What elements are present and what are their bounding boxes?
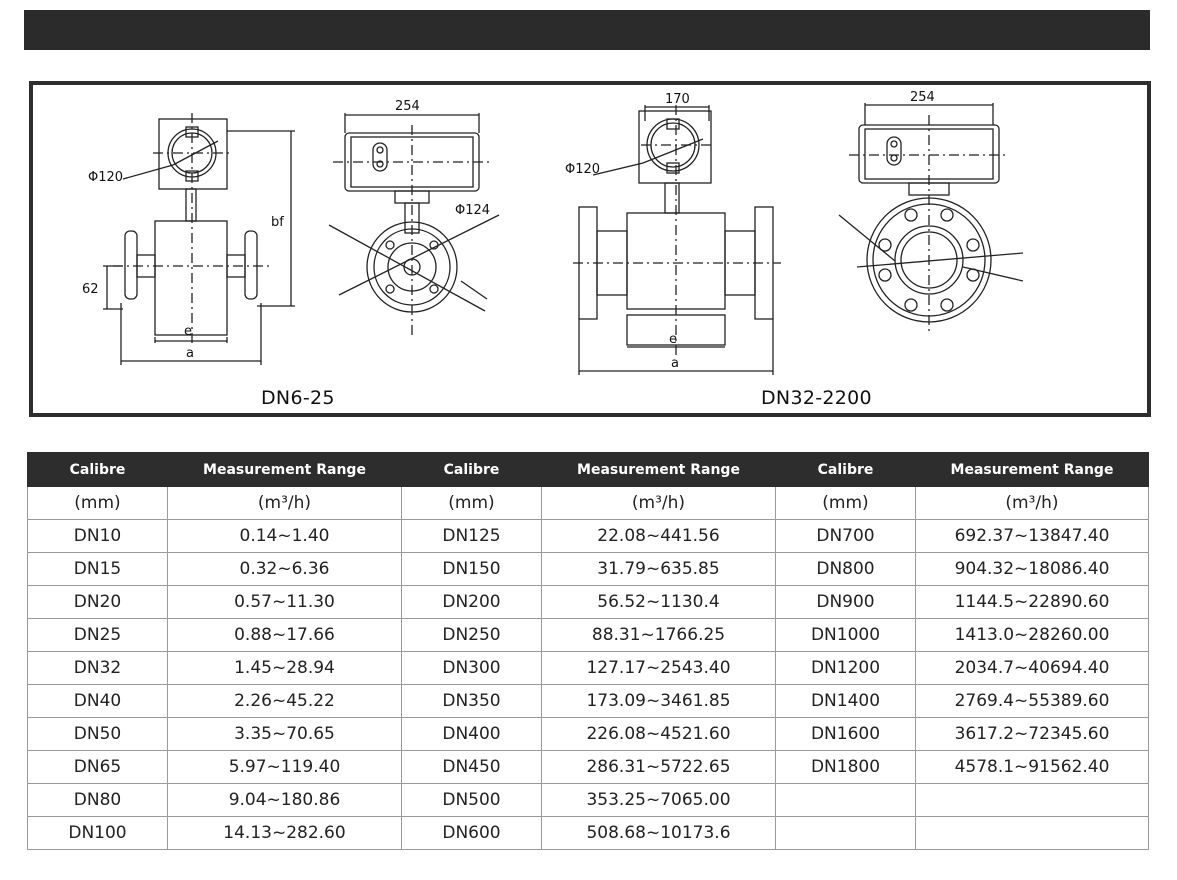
range-cell [916,784,1149,817]
calibre-cell: DN250 [402,619,542,652]
caption-dn32-2200: DN32-2200 [761,387,872,409]
calibre-cell: DN50 [28,718,168,751]
range-cell: 692.37~13847.40 [916,520,1149,553]
table-body [28,487,1149,850]
table-row [28,685,1149,718]
table-row [28,652,1149,685]
range-cell: 1413.0~28260.00 [916,619,1149,652]
calibre-cell: DN15 [28,553,168,586]
dim-phi120-right: Φ120 [565,162,601,177]
calibre-cell: DN900 [776,586,916,619]
range-cell: 2769.4~55389.60 [916,685,1149,718]
calibre-cell: DN25 [28,619,168,652]
caption-dn6-25: DN6-25 [261,387,335,409]
range-cell: 2034.7~40694.40 [916,652,1149,685]
table-row [28,718,1149,751]
range-cell: 4578.1~91562.40 [916,751,1149,784]
dim-phi124: Φ124 [455,203,491,218]
technical-drawing [33,85,1147,413]
range-cell: 0.14~1.40 [168,520,402,553]
calibre-cell: DN600 [402,817,542,850]
range-cell: 31.79~635.85 [542,553,776,586]
range-cell: 0.32~6.36 [168,553,402,586]
calibre-cell: DN125 [402,520,542,553]
calibre-cell: DN400 [402,718,542,751]
calibre-cell: (mm) [776,487,916,520]
dim-e-right: e [669,332,677,347]
calibre-cell: DN800 [776,553,916,586]
range-cell: 1.45~28.94 [168,652,402,685]
table-row [28,553,1149,586]
table-header-row [28,453,1149,487]
header-calibre: Calibre [776,453,916,487]
calibre-cell: DN32 [28,652,168,685]
table-row [28,817,1149,850]
range-cell: 9.04~180.86 [168,784,402,817]
header-measurement-range: Measurement Range [916,453,1149,487]
range-cell: 14.13~282.60 [168,817,402,850]
calibre-cell: DN1600 [776,718,916,751]
calibre-cell: DN1200 [776,652,916,685]
dim-e-left: e [184,324,192,339]
range-cell: 3.35~70.65 [168,718,402,751]
range-cell: 353.25~7065.00 [542,784,776,817]
range-cell: (m³/h) [168,487,402,520]
calibre-cell [776,784,916,817]
range-cell: 56.52~1130.4 [542,586,776,619]
header-measurement-range: Measurement Range [542,453,776,487]
range-cell: 0.57~11.30 [168,586,402,619]
dim-254-right: 254 [910,90,935,105]
dn32-2200-front-view [573,105,781,375]
calibre-cell: DN500 [402,784,542,817]
range-cell: 127.17~2543.40 [542,652,776,685]
range-cell: 2.26~45.22 [168,685,402,718]
dim-phi120-left: Φ120 [88,170,124,185]
range-cell: 904.32~18086.40 [916,553,1149,586]
calibre-cell: DN20 [28,586,168,619]
header-calibre: Calibre [28,453,168,487]
calibre-cell: DN1000 [776,619,916,652]
calibre-cell: DN100 [28,817,168,850]
dim-bf: bf [271,215,284,230]
range-cell: 3617.2~72345.60 [916,718,1149,751]
calibre-cell: (mm) [28,487,168,520]
calibre-cell: DN1800 [776,751,916,784]
measurement-range-table [27,452,1149,850]
dn6-25-front-view [103,113,295,365]
range-cell [916,817,1149,850]
range-cell: 508.68~10173.6 [542,817,776,850]
calibre-cell: DN150 [402,553,542,586]
header-bar [24,10,1150,50]
calibre-cell: DN40 [28,685,168,718]
calibre-cell: DN10 [28,520,168,553]
table-row [28,586,1149,619]
calibre-cell: DN350 [402,685,542,718]
dim-170: 170 [665,92,690,107]
range-cell: 173.09~3461.85 [542,685,776,718]
calibre-cell: DN1400 [776,685,916,718]
calibre-cell: DN700 [776,520,916,553]
calibre-cell: (mm) [402,487,542,520]
table-row [28,751,1149,784]
calibre-cell: DN200 [402,586,542,619]
table-unit-row [28,487,1149,520]
table-row [28,619,1149,652]
dim-254-left: 254 [395,99,420,114]
calibre-cell: DN450 [402,751,542,784]
range-cell: 5.97~119.40 [168,751,402,784]
dim-a-left: a [186,346,194,361]
range-cell: 22.08~441.56 [542,520,776,553]
dimension-drawing-panel [29,81,1151,417]
range-cell: 286.31~5722.65 [542,751,776,784]
range-cell: 1144.5~22890.60 [916,586,1149,619]
header-calibre: Calibre [402,453,542,487]
calibre-cell: DN65 [28,751,168,784]
table-row [28,784,1149,817]
dim-62: 62 [82,282,99,297]
calibre-cell: DN80 [28,784,168,817]
range-cell: 226.08~4521.60 [542,718,776,751]
calibre-cell [776,817,916,850]
dim-a-right: a [671,356,679,371]
header-measurement-range: Measurement Range [168,453,402,487]
range-cell: 88.31~1766.25 [542,619,776,652]
calibre-cell: DN300 [402,652,542,685]
table-row [28,520,1149,553]
range-cell: (m³/h) [916,487,1149,520]
dn32-2200-side-view [839,103,1023,335]
range-cell: 0.88~17.66 [168,619,402,652]
range-cell: (m³/h) [542,487,776,520]
dn6-25-side-view [329,113,499,335]
